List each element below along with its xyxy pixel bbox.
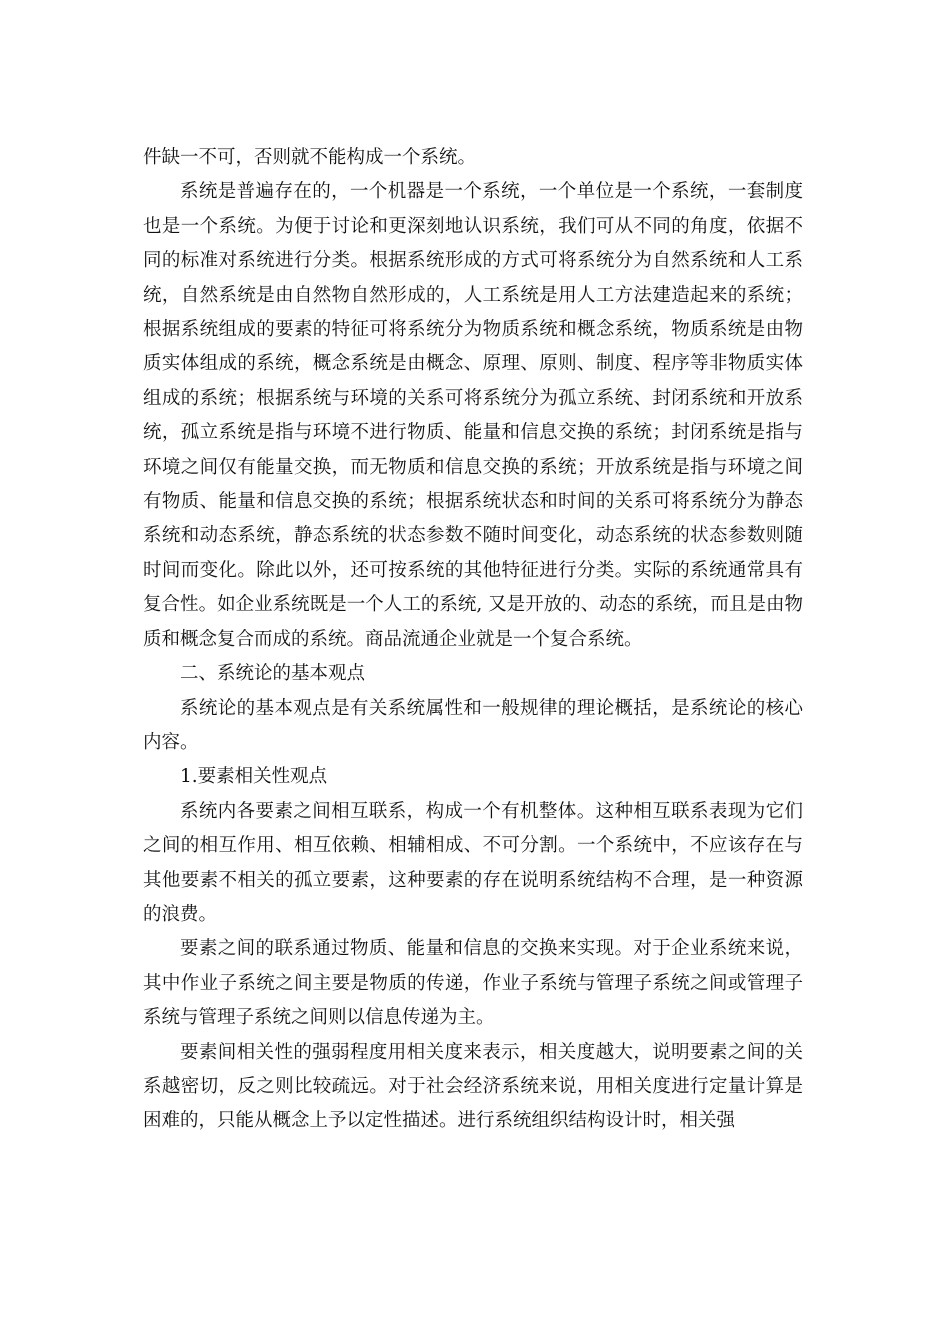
paragraph-continuation: 件缺一不可，否则就不能构成一个系统。 <box>143 147 477 168</box>
section-heading: 二、系统论的基本观点 <box>180 663 366 685</box>
paragraph-correlation-degree: 要素间相关性的强弱程度用相关度来表示，相关度越大，说明要素之间的关系越密切，反之则比较疏远。对于社会经济系统来说，用相关度进行定量计算是困难的，只能从概念上予以定性描述。进行系统组织结构设计时，相关强 <box>143 1041 803 1132</box>
paragraph-basic-views: 系统论的基本观点是有关系统属性和一般规律的理论概括，是系统论的核心内容。 <box>143 697 803 753</box>
paragraph-element-relation: 系统内各要素之间相互联系，构成一个有机整体。这种相互联系表现为它们之间的相互作用、相互依赖、相辅相成、不可分割。一个系统中，不应该存在与其他要素不相关的孤立要素，这种要素的存在说明系统结构不合理，是一种资源的浪费。 <box>143 800 803 925</box>
document-body <box>143 141 803 1139</box>
paragraph-element-exchange: 要素之间的联系通过物质、能量和信息的交换来实现。对于企业系统来说，其中作业子系统之间主要是物质的传递，作业子系统与管理子系统之间或管理子系统与管理子系统之间则以信息传递为主。 <box>143 938 803 1029</box>
subsection-heading: 1.要素相关性观点 <box>180 766 328 788</box>
paragraph-system-classification: 系统是普遍存在的，一个机器是一个系统，一个单位是一个系统，一套制度也是一个系统。为便于讨论和更深刻地认识系统，我们可从不同的角度，依据不同的标准对系统进行分类。根据系统形成的方式可将系统分为自然系统和人工系统，自然系统是由自然物自然形成的，人工系统是用人工方法建造起来的系统；根据系统组成的要素的特征可将系统分为物质系统和概念系统，物质系统是由物质实体组成的系统，概念系统是由概念、原理、原则、制度、程序等非物质实体组成的系统；根据系统与环境的关系可将系统分为孤立系统、封闭系统和开放系统，孤立系统是指与环境不进行物质、能量和信息交换的系统；封闭系统是指与环境之间仅有能量交换，而无物质和信息交换的系统；开放系统是指与环境之间有物质、能量和信息交换的系统；根据系统状态和时间的关系可将系统分为静态系统和动态系统，静态系统的状态参数不随时间变化，动态系统的状态参数则随时间而变化。除此以外，还可按系统的其他特征进行分类。实际的系统通常具有复合性。如企业系统既是一个人工的系统, 又是开放的、动态的系统，而且是由物质和概念复合而成的系统。商品流通企业就是一个复合系统。 <box>143 181 803 650</box>
